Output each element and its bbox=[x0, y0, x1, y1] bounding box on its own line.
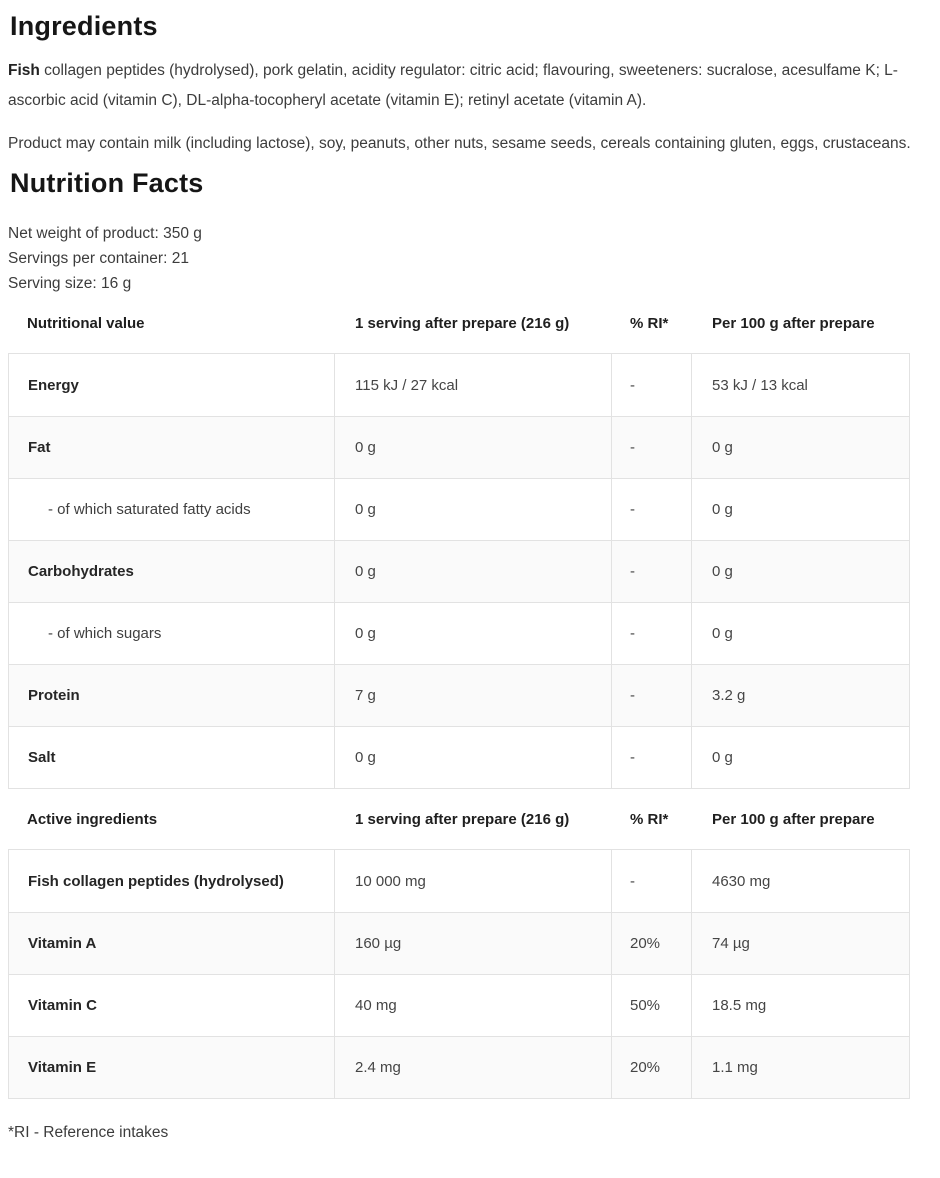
ri-value: - bbox=[612, 541, 692, 602]
active-ingredients-table bbox=[8, 849, 910, 1099]
ri-value: 20% bbox=[612, 1037, 692, 1098]
table-row bbox=[9, 912, 909, 974]
table-row bbox=[9, 354, 909, 416]
ri-value: - bbox=[612, 354, 692, 416]
serving-value: 0 g bbox=[335, 479, 612, 540]
net-weight: Net weight of product: 350 g bbox=[8, 225, 202, 242]
ri-value: - bbox=[612, 665, 692, 726]
ingredients-text bbox=[8, 56, 912, 116]
nutrient-sublabel: - of which saturated fatty acids bbox=[9, 479, 335, 540]
header-serving: 1 serving after prepare (216 g) bbox=[355, 314, 570, 332]
ingredient-label: Vitamin A bbox=[9, 913, 335, 974]
header-nutritional-value: Nutritional value bbox=[27, 314, 145, 332]
reference-intakes-footnote: *RI - Reference intakes bbox=[8, 1124, 169, 1141]
per-100g-value: 1.1 mg bbox=[712, 1059, 758, 1076]
serving-value: 7 g bbox=[335, 665, 612, 726]
ri-value: 50% bbox=[612, 975, 692, 1036]
serving-value: 115 kJ / 27 kcal bbox=[335, 354, 612, 416]
nutrition-table bbox=[8, 353, 910, 789]
table-row bbox=[9, 540, 909, 602]
nutrition-facts-title: Nutrition Facts bbox=[10, 168, 204, 198]
table-row bbox=[9, 850, 909, 912]
per-100g-value: 74 µg bbox=[712, 935, 750, 952]
serving-value: 0 g bbox=[335, 727, 612, 788]
table-row bbox=[9, 664, 909, 726]
serving-value: 10 000 mg bbox=[335, 850, 612, 912]
nutrient-sublabel: - of which sugars bbox=[9, 603, 335, 664]
allergen-text: Product may contain milk (including lactose), soy, peanuts, other nuts, sesame seeds, cereals containing gluten, eggs, crustaceans. bbox=[8, 135, 911, 152]
ingredients-title: Ingredients bbox=[10, 11, 158, 41]
per-100g-value: 53 kJ / 13 kcal bbox=[712, 376, 808, 394]
per-100g-value: 0 g bbox=[712, 749, 733, 766]
header-active-ingredients: Active ingredients bbox=[27, 810, 158, 828]
serving-size: Serving size: 16 g bbox=[8, 275, 132, 292]
nutrition-table-header bbox=[8, 313, 910, 333]
ingredients-rest: collagen peptides (hydrolysed), pork gelatin, acidity regulator: citric acid; flavouring, sweeteners: sucralose, acesulfame K; L-ascorbic acid (vitamin C), DL-alpha-tocopheryl acetate (vitamin E); retinyl acetate (vitamin A). bbox=[8, 62, 898, 109]
serving-value: 0 g bbox=[335, 603, 612, 664]
ri-value: - bbox=[612, 850, 692, 912]
header-ri: % RI* bbox=[630, 810, 669, 828]
table-row bbox=[9, 726, 909, 788]
header-per-100g: Per 100 g after prepare bbox=[712, 314, 875, 332]
ri-value: - bbox=[612, 603, 692, 664]
nutrient-label: Salt bbox=[9, 727, 335, 788]
serving-value: 160 µg bbox=[335, 913, 612, 974]
header-ri: % RI* bbox=[630, 314, 669, 332]
serving-value: 40 mg bbox=[335, 975, 612, 1036]
ingredient-label: Vitamin C bbox=[9, 975, 335, 1036]
ri-value: - bbox=[612, 417, 692, 478]
nutrient-label: Protein bbox=[9, 665, 335, 726]
nutrient-label: Carbohydrates bbox=[9, 541, 335, 602]
serving-value: 0 g bbox=[335, 417, 612, 478]
serving-value: 0 g bbox=[335, 541, 612, 602]
ri-value: 20% bbox=[612, 913, 692, 974]
servings-per-container: Servings per container: 21 bbox=[8, 250, 189, 267]
table-row bbox=[9, 478, 909, 540]
ri-value: - bbox=[612, 727, 692, 788]
per-100g-value: 0 g bbox=[712, 501, 733, 518]
table-row bbox=[9, 602, 909, 664]
table-row bbox=[9, 1036, 909, 1098]
serving-value: 2.4 mg bbox=[335, 1037, 612, 1098]
active-ingredients-header bbox=[8, 809, 910, 829]
serving-meta bbox=[8, 221, 912, 296]
per-100g-value: 0 g bbox=[712, 563, 733, 580]
header-serving: 1 serving after prepare (216 g) bbox=[355, 810, 570, 828]
table-row bbox=[9, 416, 909, 478]
nutrient-label: Fat bbox=[9, 417, 335, 478]
per-100g-value: 0 g bbox=[712, 625, 733, 642]
ri-value: - bbox=[612, 479, 692, 540]
per-100g-value: 18.5 mg bbox=[712, 997, 767, 1014]
per-100g-value: 4630 mg bbox=[712, 872, 771, 890]
ingredient-label: Fish collagen peptides (hydrolysed) bbox=[9, 850, 335, 912]
per-100g-value: 0 g bbox=[712, 439, 733, 456]
header-per-100g: Per 100 g after prepare bbox=[712, 810, 875, 828]
ingredient-label: Vitamin E bbox=[9, 1037, 335, 1098]
ingredients-lead-bold: Fish bbox=[8, 62, 40, 79]
nutrient-label: Energy bbox=[9, 354, 335, 416]
per-100g-value: 3.2 g bbox=[712, 687, 746, 704]
table-row bbox=[9, 974, 909, 1036]
